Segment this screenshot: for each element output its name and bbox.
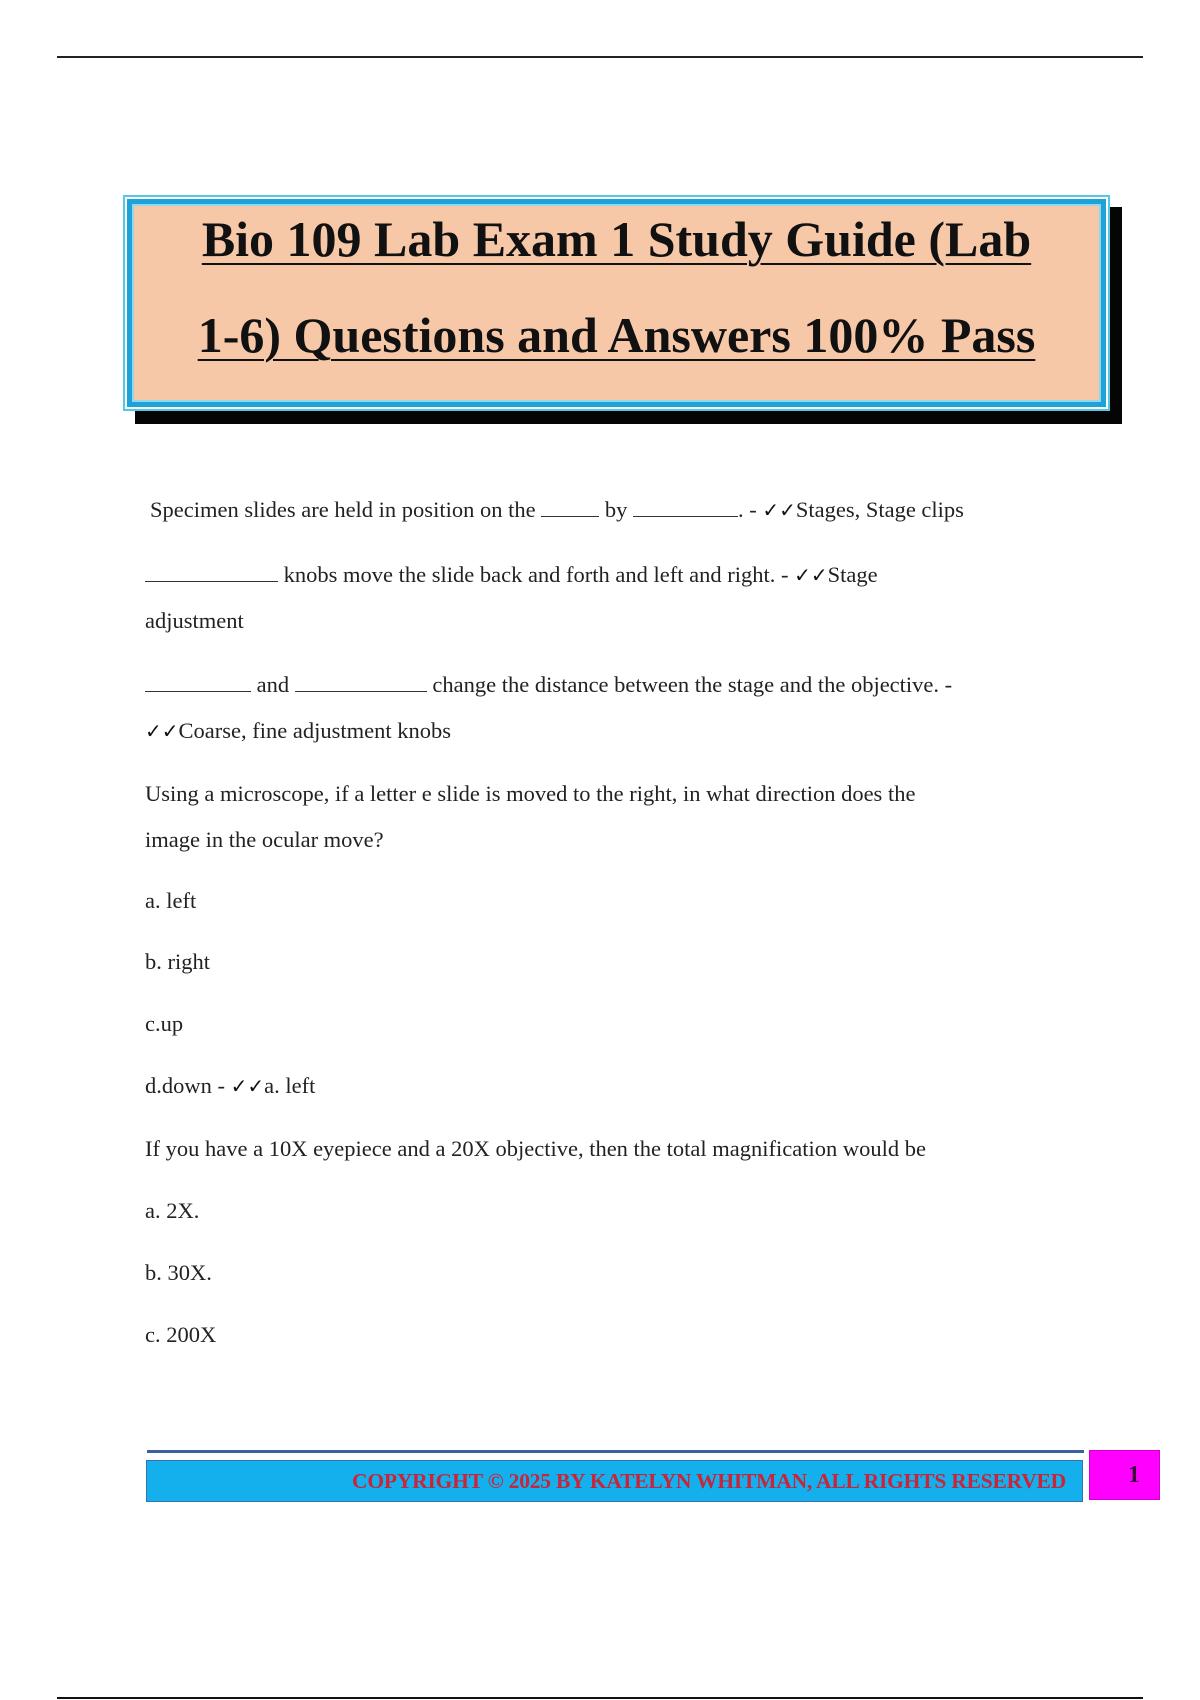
question-text: and xyxy=(251,672,295,697)
question-4-line-2: image in the ocular move? xyxy=(145,827,384,852)
title-line-1 xyxy=(125,209,1108,269)
fill-blank xyxy=(541,498,599,517)
fill-blank xyxy=(295,673,427,692)
footer-bar xyxy=(146,1460,1083,1502)
question-text: change the distance between the stage and the objective. - xyxy=(426,672,953,697)
title-text-1: Bio 109 Lab Exam 1 Study Guide (Lab xyxy=(201,211,1032,267)
answer-text: a. left xyxy=(264,1073,316,1098)
double-check-icon: ✓✓ xyxy=(794,563,828,587)
question-text: by xyxy=(599,497,633,522)
option-c: c.up xyxy=(145,1011,184,1036)
question-1 xyxy=(150,495,964,525)
copyright-text: COPYRIGHT © 2025 BY KATELYN WHITMAN, ALL RIGHTS RESERVED xyxy=(352,1469,1066,1493)
question-2-answer-cont: adjustment xyxy=(145,608,244,633)
question-text: . - xyxy=(737,497,763,522)
question-text: knobs move the slide back and forth and left and right. - xyxy=(278,562,795,587)
footer-page-rule xyxy=(57,1697,1143,1699)
question-3 xyxy=(145,670,952,700)
option-b: b. right xyxy=(145,949,210,974)
question-4-line-1: Using a microscope, if a letter e slide is moved to the right, in what direction does the xyxy=(145,781,916,806)
title-text-2: 1-6) Questions and Answers 100% Pass xyxy=(197,307,1036,363)
question-2 xyxy=(145,560,878,590)
option-a: a. left xyxy=(145,888,197,913)
footer-rule xyxy=(147,1450,1084,1453)
option-d xyxy=(145,1071,315,1101)
double-check-icon: ✓✓ xyxy=(762,498,796,522)
answer-text: Stage xyxy=(827,562,878,587)
fill-blank xyxy=(145,673,251,692)
question-5: If you have a 10X eyepiece and a 20X objective, then the total magnification would be xyxy=(145,1136,926,1161)
title-line-2 xyxy=(125,305,1108,365)
question-text: Specimen slides are held in position on the xyxy=(150,497,542,522)
option-b: b. 30X. xyxy=(145,1260,212,1285)
title-box xyxy=(123,195,1110,411)
answer-text: Stages, Stage clips xyxy=(795,497,964,522)
header-rule xyxy=(57,56,1143,58)
double-check-icon: ✓✓ xyxy=(145,719,179,743)
double-check-icon: ✓✓ xyxy=(230,1074,265,1098)
question-3-answer xyxy=(145,716,451,746)
option-text: d.down - xyxy=(145,1073,231,1098)
option-a: a. 2X. xyxy=(145,1198,200,1223)
page-number: 1 xyxy=(1128,1462,1140,1488)
fill-blank xyxy=(633,498,738,517)
option-c: c. 200X xyxy=(145,1322,217,1347)
fill-blank xyxy=(145,563,278,582)
answer-text: Coarse, fine adjustment knobs xyxy=(178,718,451,743)
page-number-box xyxy=(1089,1450,1160,1500)
